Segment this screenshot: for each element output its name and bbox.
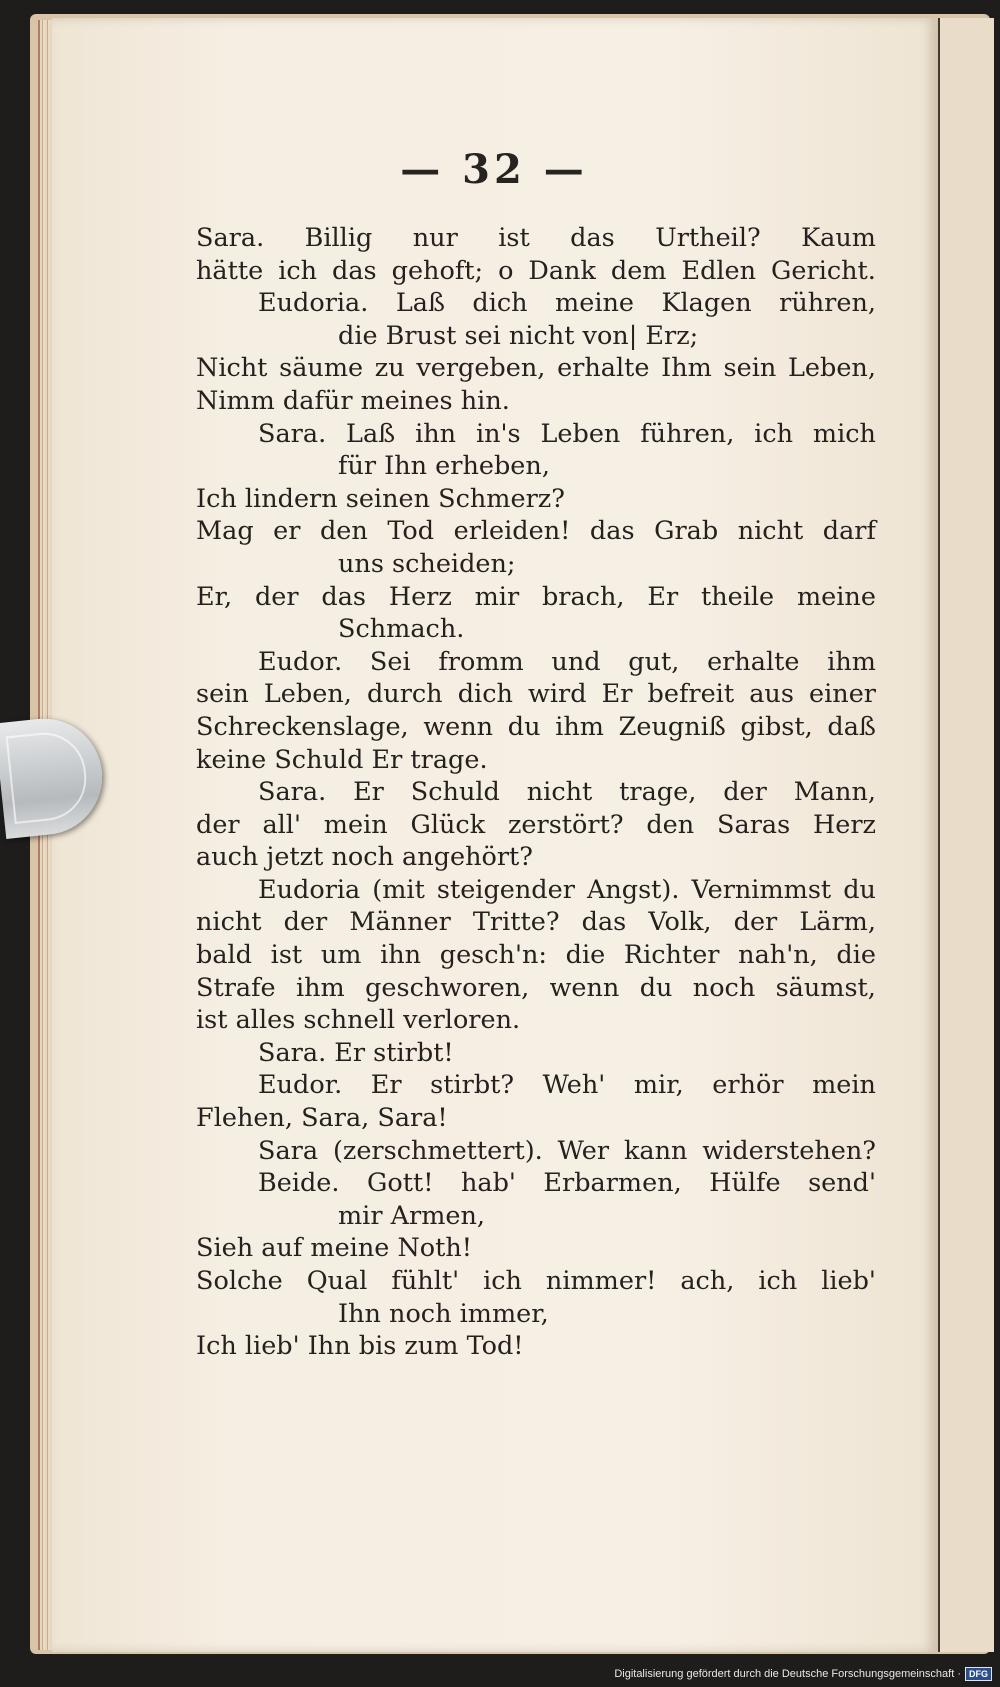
word: Er xyxy=(353,777,384,808)
text-line xyxy=(196,515,876,548)
word: o xyxy=(498,255,514,286)
word: das xyxy=(589,516,635,547)
word: ist xyxy=(270,940,303,971)
word: Billig xyxy=(304,223,373,253)
text-line xyxy=(196,906,876,939)
word: vergeben, xyxy=(416,353,546,384)
text-line: Schmach. xyxy=(338,614,465,645)
word: um xyxy=(320,940,362,971)
word: befreit xyxy=(647,679,735,710)
text-line xyxy=(196,255,876,288)
text-line xyxy=(196,1265,876,1298)
word: wenn xyxy=(549,972,620,1003)
word: Sara xyxy=(258,1135,319,1166)
word: wenn xyxy=(423,711,494,742)
word: steigender xyxy=(436,874,575,905)
word: das xyxy=(581,907,627,938)
word: rühren, xyxy=(779,288,876,319)
text-line: Flehen, Sara, Sara! xyxy=(196,1103,448,1134)
book-page xyxy=(52,18,936,1652)
word: kann xyxy=(623,1135,688,1166)
word: nicht xyxy=(526,777,593,808)
text-line: uns scheiden; xyxy=(338,548,516,579)
word: sein xyxy=(723,353,777,384)
text-line xyxy=(196,352,876,385)
word: erhör xyxy=(712,1070,784,1101)
word: Dank xyxy=(528,255,596,286)
text-line xyxy=(196,678,876,711)
word: der xyxy=(723,777,767,808)
word: Tod xyxy=(387,516,435,547)
word: darf xyxy=(822,516,876,547)
word: Urtheil? xyxy=(655,223,761,253)
word: nur xyxy=(412,223,458,253)
word: ihm xyxy=(295,972,345,1003)
word: nah'n, xyxy=(738,940,818,971)
word: hab' xyxy=(460,1168,516,1199)
text-line: Nimm dafür meines hin. xyxy=(196,385,510,416)
word: der xyxy=(196,809,240,840)
word: Gericht. xyxy=(771,255,876,286)
word: Gott! xyxy=(367,1168,434,1199)
word: Sara. xyxy=(196,223,265,253)
word: Ihm xyxy=(661,353,712,384)
word: du xyxy=(507,711,541,742)
text-line xyxy=(196,1069,876,1102)
word: nicht xyxy=(737,516,804,547)
word: Männer xyxy=(349,907,451,938)
next-page-edge xyxy=(938,18,994,1652)
word: mein xyxy=(812,1070,876,1101)
word: gehoft; xyxy=(391,255,484,286)
word: Angst). xyxy=(586,874,680,905)
word: dich xyxy=(472,288,528,319)
text-line xyxy=(196,1135,876,1168)
word: dich xyxy=(457,679,513,710)
word: nimmer! xyxy=(545,1266,657,1296)
word: daß xyxy=(827,711,876,742)
word: der xyxy=(254,581,299,612)
word: das xyxy=(570,223,615,253)
word: er xyxy=(273,516,301,547)
text-line xyxy=(196,287,876,320)
word: meine xyxy=(796,581,876,612)
word: Saras xyxy=(717,809,791,840)
word: Laß xyxy=(395,288,445,319)
word: Strafe xyxy=(196,972,276,1003)
text-line xyxy=(196,972,876,1005)
word: stirbt? xyxy=(430,1070,515,1101)
word: Richter xyxy=(623,940,720,971)
text-line: Sara. Er stirbt! xyxy=(258,1037,454,1068)
word: meine xyxy=(555,288,634,319)
word: ist xyxy=(498,223,530,253)
word: Wer xyxy=(557,1135,610,1166)
word: zu xyxy=(374,353,405,384)
word: erleiden! xyxy=(453,516,571,547)
word: brach, xyxy=(541,581,625,612)
word: säumst, xyxy=(775,972,876,1003)
text-line: Ihn noch immer, xyxy=(338,1298,549,1329)
text-line: Ich lindern seinen Schmerz? xyxy=(196,483,565,514)
word: Er xyxy=(370,1070,402,1101)
word: einer xyxy=(809,679,876,710)
word: Eudor. xyxy=(258,646,343,677)
word: ich xyxy=(278,255,318,286)
word: den xyxy=(319,516,368,547)
word: Herz xyxy=(388,581,452,612)
word: Er xyxy=(647,581,679,612)
word: Herz xyxy=(813,809,876,840)
word: Kaum xyxy=(801,223,876,253)
word: mir, xyxy=(633,1070,684,1101)
word: und xyxy=(551,646,601,677)
text-line xyxy=(196,222,876,255)
text-line xyxy=(196,939,876,972)
footer-credit-text: Digitalisierung gefördert durch die Deutsche Forschungsgemeinschaft · xyxy=(614,1668,961,1680)
word: Solche xyxy=(196,1266,283,1296)
text-line: für Ihn erheben, xyxy=(338,451,550,482)
word: gibst, xyxy=(740,711,813,742)
word: der xyxy=(283,907,328,938)
word: Qual xyxy=(306,1266,368,1296)
text-line: die Brust sei nicht von| Erz; xyxy=(338,320,699,351)
word: trage, xyxy=(619,777,697,808)
word: noch xyxy=(692,972,756,1003)
word: durch xyxy=(366,679,443,710)
text-line xyxy=(196,418,876,451)
text-line: auch jetzt noch angehört? xyxy=(196,842,533,873)
word: Klagen xyxy=(661,288,752,319)
word: send' xyxy=(808,1168,876,1199)
word: gesch'n: xyxy=(439,940,547,971)
word: zerstört? xyxy=(508,809,624,840)
word: der xyxy=(733,907,778,938)
dfg-logo-icon: DFG xyxy=(965,1667,992,1681)
word: ihn xyxy=(380,940,422,971)
text-line xyxy=(196,1167,876,1200)
word: geschworen, xyxy=(365,972,530,1003)
word: Er, xyxy=(196,581,233,612)
word: die xyxy=(836,940,876,971)
word: (zerschmettert). xyxy=(332,1135,543,1166)
word: mein xyxy=(323,809,388,840)
word: Mag xyxy=(196,516,254,547)
footer-credit xyxy=(614,1665,992,1683)
word: wird xyxy=(528,679,587,710)
word: Leben xyxy=(540,418,621,449)
word: sein xyxy=(196,679,249,710)
word: Eudor. xyxy=(258,1070,343,1101)
word: gut, xyxy=(628,646,680,677)
word: fühlt' xyxy=(391,1266,460,1296)
page-number-header: — 32 — xyxy=(400,146,588,193)
word: Lärm, xyxy=(799,907,876,938)
word: Mann, xyxy=(793,777,876,808)
word: den xyxy=(646,809,695,840)
word: die xyxy=(565,940,606,971)
word: erhalte xyxy=(557,353,650,384)
word: du xyxy=(639,972,673,1003)
word: Leben, xyxy=(787,353,876,384)
page-text xyxy=(196,222,876,1363)
word: erhalte xyxy=(707,646,800,677)
word: Sei xyxy=(369,646,411,677)
text-line: Ich lieb' Ihn bis zum Tod! xyxy=(196,1331,524,1362)
word: Nicht xyxy=(196,353,268,384)
word: Eudoria. xyxy=(258,288,369,319)
word: du xyxy=(843,874,876,905)
word: Leben, xyxy=(263,679,352,710)
word: säume xyxy=(279,353,364,384)
text-line xyxy=(196,776,876,809)
word: (mit xyxy=(372,874,425,905)
text-line xyxy=(196,646,876,679)
text-line xyxy=(196,809,876,842)
word: Weh' xyxy=(542,1070,606,1101)
word: Hülfe xyxy=(709,1168,781,1199)
text-line: mir Armen, xyxy=(338,1200,486,1231)
word: Tritte? xyxy=(472,907,560,938)
text-line: keine Schuld Er trage. xyxy=(196,744,488,775)
word: ihn xyxy=(415,418,457,449)
word: mich xyxy=(812,418,876,449)
word: in's xyxy=(475,418,521,449)
word: ihm xyxy=(555,711,604,742)
word: Erbarmen, xyxy=(543,1168,682,1199)
word: lieb' xyxy=(821,1266,876,1296)
word: aus xyxy=(749,679,794,710)
text-line xyxy=(196,874,876,907)
word: Zeugniß xyxy=(618,711,726,742)
word: Schuld xyxy=(410,777,500,808)
word: Volk, xyxy=(648,907,712,938)
word: theile xyxy=(700,581,775,612)
word: dem xyxy=(610,255,667,286)
word: Vernimmst xyxy=(691,874,832,905)
word: das xyxy=(321,581,366,612)
word: Beide. xyxy=(258,1168,340,1199)
word: Glück xyxy=(410,809,486,840)
word: widerstehen? xyxy=(702,1135,876,1166)
word: bald xyxy=(196,940,253,971)
word: ihm xyxy=(827,646,876,677)
word: Grab xyxy=(654,516,719,547)
word: ich xyxy=(758,1266,798,1296)
word: fromm xyxy=(438,646,524,677)
word: mir xyxy=(474,581,520,612)
word: führen, xyxy=(640,418,735,449)
word: ich xyxy=(754,418,794,449)
word: all' xyxy=(262,809,301,840)
word: ich xyxy=(483,1266,522,1296)
word: Sara. xyxy=(258,777,327,808)
word: ach, xyxy=(680,1266,735,1296)
word: nicht xyxy=(196,907,262,938)
text-line xyxy=(196,581,876,614)
word: Schreckenslage, xyxy=(196,711,409,742)
word: Edlen xyxy=(681,255,757,286)
word: hätte xyxy=(196,255,264,286)
word: das xyxy=(332,255,377,286)
word: Sara. xyxy=(258,418,327,449)
text-line: ist alles schnell verloren. xyxy=(196,1005,521,1036)
text-line xyxy=(196,711,876,744)
word: Laß xyxy=(346,418,396,449)
text-line: Sieh auf meine Noth! xyxy=(196,1233,473,1264)
word: Er xyxy=(601,679,633,710)
word: Eudoria xyxy=(258,874,361,905)
